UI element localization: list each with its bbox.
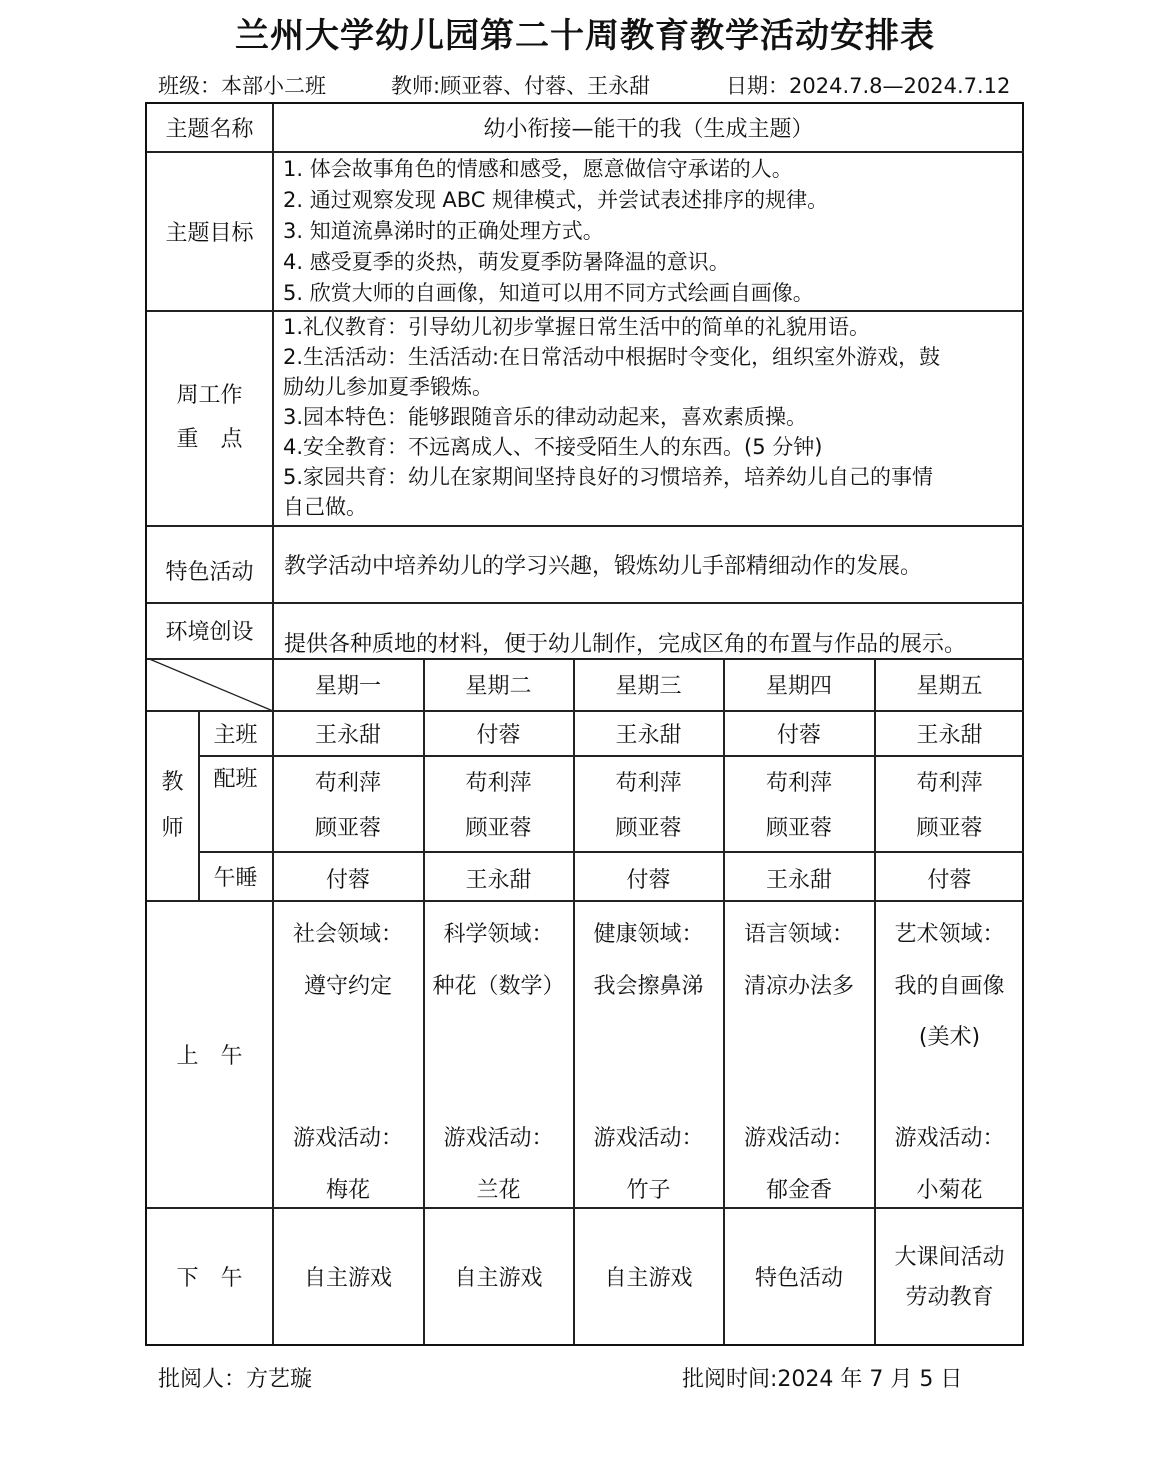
main-teacher-cell: 王永甜	[314, 722, 381, 748]
goal-item: 5. 欣赏大师的自画像，知道可以用不同方式绘画自画像。	[283, 281, 814, 305]
assist-teacher-label: 配班	[213, 766, 258, 792]
game-name: 梅花	[325, 1178, 370, 1203]
morning-label: 上 午	[176, 1043, 243, 1069]
theme-label: 主题名称	[165, 117, 254, 142]
morning-column-mon	[273, 917, 423, 1207]
afternoon-fri-line2: 劳动教育	[905, 1285, 994, 1310]
goal-item: 2. 通过观察发现 ABC 规律模式，并尝试表述排序的规律。	[283, 188, 829, 212]
feature-activity-value: 教学活动中培养幼儿的学习兴趣，锻炼幼儿手部精细动作的发展。	[284, 553, 923, 579]
domain-label: 健康领域：	[593, 922, 704, 947]
afternoon-fri-line1: 大课间活动	[894, 1245, 1005, 1270]
game-label: 游戏活动：	[743, 1126, 854, 1151]
nap-teacher-cell: 王永甜	[465, 867, 532, 893]
morning-column-fri	[875, 917, 1024, 1207]
assist-teacher-cell: 苟利萍	[615, 770, 682, 796]
domain-label: 语言领域：	[743, 922, 854, 947]
theme-value: 幼小衔接—能干的我（生成主题）	[483, 117, 814, 142]
domain-label: 科学领域：	[443, 922, 554, 947]
weekly-focus-label-line1: 周工作	[176, 383, 243, 408]
game-name: 小菊花	[916, 1178, 983, 1203]
nap-teacher-cell: 付蓉	[325, 867, 370, 893]
weekly-focus-line: 励幼儿参加夏季锻炼。	[283, 375, 493, 399]
day-header: 星期一	[314, 674, 381, 699]
game-label: 游戏活动：	[894, 1126, 1005, 1151]
assist-teacher-cell: 顾亚蓉	[765, 815, 832, 841]
weekly-focus-list	[283, 312, 940, 522]
game-label: 游戏活动：	[593, 1126, 704, 1151]
afternoon-cell-fri	[875, 1238, 1024, 1318]
page-title: 兰州大学幼儿园第二十周教育教学活动安排表	[235, 16, 935, 56]
weekly-focus-line: 3.园本特色：能够跟随音乐的律动动起来，喜欢素质操。	[283, 405, 808, 429]
domain-label: 艺术领域：	[894, 922, 1005, 947]
lesson-name: 清凉办法多	[743, 974, 854, 999]
goal-item: 1. 体会故事角色的情感和感受，愿意做信守承诺的人。	[283, 157, 793, 181]
afternoon-cell: 自主游戏	[604, 1265, 693, 1291]
weekly-focus-label	[147, 311, 272, 525]
date-info: 日期：2024.7.8—2024.7.12	[726, 74, 1011, 98]
class-info: 班级：本部小二班	[158, 74, 326, 98]
assist-teacher-cell: 顾亚蓉	[916, 815, 983, 841]
teacher-group-label-1: 教	[161, 769, 184, 795]
teacher-group-label-2: 师	[161, 815, 184, 841]
lesson-name: 种花（数学）	[432, 974, 565, 999]
game-label: 游戏活动：	[292, 1126, 403, 1151]
goals-label: 主题目标	[165, 220, 254, 246]
assist-teacher-cell: 苟利萍	[916, 770, 983, 796]
day-header: 星期二	[465, 674, 532, 699]
lesson-name: 我会擦鼻涕	[593, 974, 704, 999]
corner-diagonal	[147, 658, 273, 711]
day-header: 星期四	[765, 674, 832, 699]
environment-value: 提供各种质地的材料，便于幼儿制作，完成区角的布置与作品的展示。	[284, 632, 967, 657]
assist-teacher-cell: 苟利萍	[465, 770, 532, 796]
afternoon-cell: 特色活动	[754, 1265, 843, 1291]
goal-item: 3. 知道流鼻涕时的正确处理方式。	[283, 219, 604, 243]
lesson-name: 遵守约定	[303, 974, 392, 999]
game-name: 竹子	[626, 1178, 671, 1203]
weekly-focus-label-line2: 重 点	[176, 427, 243, 452]
nap-teacher-cell: 王永甜	[765, 867, 832, 893]
afternoon-label: 下 午	[176, 1265, 243, 1291]
game-name: 兰花	[476, 1178, 521, 1203]
main-teacher-cell: 付蓉	[476, 722, 521, 748]
lesson-extra: (美术)	[918, 1025, 981, 1050]
assist-teacher-cell: 苟利萍	[314, 770, 381, 796]
weekly-focus-line: 自己做。	[283, 495, 367, 519]
review-time: 批阅时间:2024 年 7 月 5 日	[682, 1367, 963, 1392]
assist-teacher-cell: 苟利萍	[765, 770, 832, 796]
goals-list	[283, 154, 828, 309]
main-teacher-cell: 王永甜	[916, 722, 983, 748]
day-header: 星期五	[916, 674, 983, 699]
reviewer: 批阅人：方艺璇	[158, 1367, 313, 1392]
weekly-focus-line: 1.礼仪教育：引导幼儿初步掌握日常生活中的简单的礼貌用语。	[283, 315, 871, 339]
morning-column-wed	[574, 917, 723, 1207]
assist-teacher-cell: 顾亚蓉	[314, 815, 381, 841]
weekly-focus-line: 4.安全教育：不远离成人、不接受陌生人的东西。(5 分钟)	[283, 435, 823, 459]
nap-teacher-cell: 付蓉	[927, 867, 972, 893]
game-name: 郁金香	[765, 1178, 832, 1203]
goal-item: 4. 感受夏季的炎热，萌发夏季防暑降温的意识。	[283, 250, 730, 274]
assist-teacher-cell: 顾亚蓉	[465, 815, 532, 841]
morning-column-thu	[724, 917, 874, 1207]
nap-teacher-cell: 付蓉	[626, 867, 671, 893]
weekly-focus-line: 5.家园共育：幼儿在家期间坚持良好的习惯培养，培养幼儿自己的事情	[283, 465, 934, 489]
teacher-info: 教师:顾亚蓉、付蓉、王永甜	[391, 74, 651, 98]
lesson-name: 我的自画像	[894, 974, 1005, 999]
afternoon-cell: 自主游戏	[303, 1265, 392, 1291]
schedule-table	[145, 102, 1024, 1346]
morning-column-tue	[424, 917, 573, 1207]
teacher-group-label	[147, 711, 198, 900]
main-teacher-label: 主班	[213, 722, 258, 748]
afternoon-cell: 自主游戏	[454, 1265, 543, 1291]
main-teacher-cell: 付蓉	[776, 722, 821, 748]
day-header: 星期三	[615, 674, 682, 699]
nap-teacher-label: 午睡	[213, 865, 258, 891]
game-label: 游戏活动：	[443, 1126, 554, 1151]
feature-activity-label: 特色活动	[165, 560, 254, 585]
main-teacher-cell: 王永甜	[615, 722, 682, 748]
domain-label: 社会领域：	[292, 922, 403, 947]
assist-teacher-cell: 顾亚蓉	[615, 815, 682, 841]
environment-label: 环境创设	[165, 620, 254, 645]
weekly-focus-line: 2.生活活动：生活活动:在日常活动中根据时令变化，组织室外游戏，鼓	[283, 345, 941, 369]
